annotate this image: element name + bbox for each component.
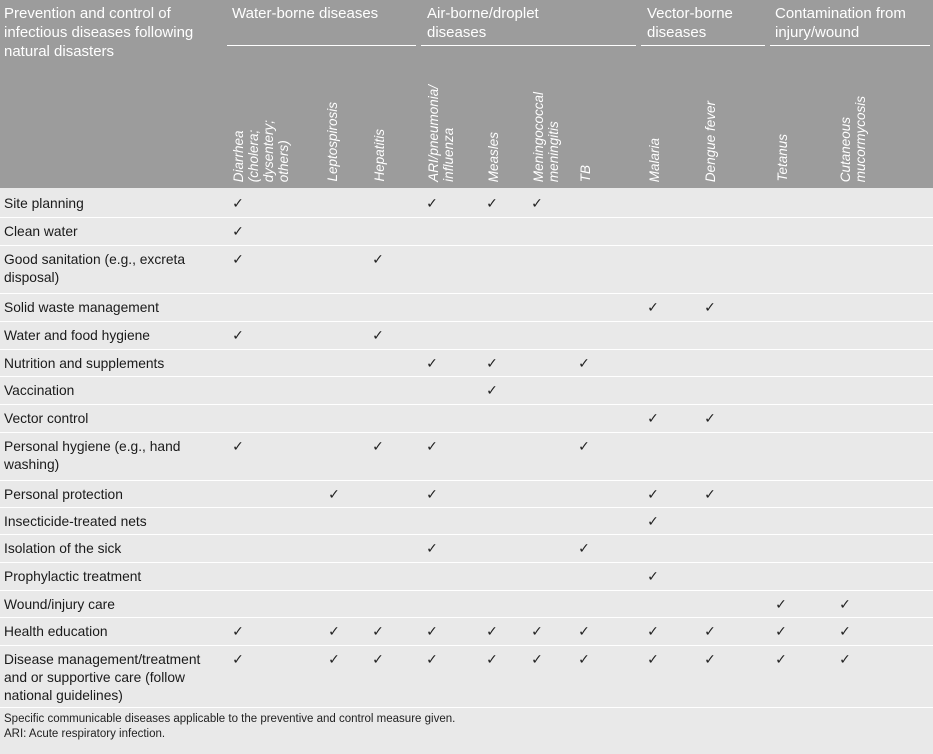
- check-mark-icon: ✓: [426, 540, 438, 556]
- check-mark-icon: ✓: [578, 438, 590, 454]
- row-label: Personal hygiene (e.g., hand washing): [4, 439, 181, 472]
- row-label: Site planning: [4, 196, 84, 211]
- check-mark-icon: ✓: [704, 623, 716, 639]
- row-label: Vaccination: [4, 383, 75, 398]
- check-mark-icon: ✓: [426, 623, 438, 639]
- group-underline-air: [421, 45, 636, 46]
- check-mark-icon: ✓: [426, 355, 438, 371]
- check-mark-icon: ✓: [704, 299, 716, 315]
- check-mark-icon: ✓: [232, 251, 244, 267]
- check-mark-icon: ✓: [372, 651, 384, 667]
- row-label: Prophylactic treatment: [4, 569, 142, 584]
- col-measles: Measles: [486, 131, 501, 182]
- col-dengue: Dengue fever: [703, 100, 718, 182]
- check-mark-icon: ✓: [704, 651, 716, 667]
- check-mark-icon: ✓: [426, 486, 438, 502]
- check-mark-icon: ✓: [775, 623, 787, 639]
- table-row: [0, 508, 933, 535]
- row-label: Vector control: [4, 411, 89, 426]
- table-row: [0, 563, 933, 591]
- row-label: Personal protection: [4, 487, 123, 502]
- row-label: Isolation of the sick: [4, 541, 122, 556]
- table-row: [0, 618, 933, 646]
- check-mark-icon: ✓: [232, 651, 244, 667]
- check-mark-icon: ✓: [647, 486, 659, 502]
- check-mark-icon: ✓: [647, 410, 659, 426]
- footnote-ari: ARI: Acute respiratory infection.: [4, 728, 166, 740]
- check-mark-icon: ✓: [647, 623, 659, 639]
- row-label: Nutrition and supplements: [4, 356, 165, 371]
- check-mark-icon: ✓: [531, 195, 543, 211]
- col-hepatitis: Hepatitis: [372, 129, 387, 182]
- check-mark-icon: ✓: [372, 623, 384, 639]
- group-underline-contamination: [770, 45, 930, 46]
- check-mark-icon: ✓: [328, 651, 340, 667]
- group-contamination: Contamination from injury/wound: [775, 5, 906, 41]
- row-label: Clean water: [4, 224, 78, 239]
- check-mark-icon: ✓: [486, 355, 498, 371]
- table-row: [0, 646, 933, 708]
- col-mucormycosis: Cutaneous mucormycosis: [838, 95, 868, 182]
- col-meningitis: Meningococcal meningitis: [531, 91, 561, 182]
- table-row: [0, 190, 933, 218]
- check-mark-icon: ✓: [775, 651, 787, 667]
- table-row: [0, 481, 933, 508]
- check-mark-icon: ✓: [486, 382, 498, 398]
- check-mark-icon: ✓: [486, 195, 498, 211]
- table-row: [0, 591, 933, 618]
- col-tb: TB: [578, 164, 593, 182]
- table-row: [0, 405, 933, 433]
- table-row: [0, 246, 933, 294]
- check-mark-icon: ✓: [647, 513, 659, 529]
- check-mark-icon: ✓: [372, 251, 384, 267]
- check-mark-icon: ✓: [775, 596, 787, 612]
- check-mark-icon: ✓: [486, 623, 498, 639]
- check-mark-icon: ✓: [328, 486, 340, 502]
- check-mark-icon: ✓: [426, 195, 438, 211]
- check-mark-icon: ✓: [426, 438, 438, 454]
- check-mark-icon: ✓: [647, 651, 659, 667]
- row-label: Health education: [4, 624, 108, 639]
- row-label: Disease management/treatment and or supportive care (follow national guidelines): [4, 652, 201, 703]
- table-title: Prevention and control of infectious diseases following natural disasters: [4, 5, 194, 60]
- group-air-borne: Air-borne/droplet diseases: [427, 5, 539, 41]
- check-mark-icon: ✓: [232, 195, 244, 211]
- check-mark-icon: ✓: [372, 327, 384, 343]
- table-row: [0, 535, 933, 563]
- footnote-specific: Specific communicable diseases applicable to the preventive and control measure given.: [4, 713, 456, 725]
- row-label: Insecticide-treated nets: [4, 514, 147, 529]
- group-water-borne: Water-borne diseases: [232, 5, 379, 22]
- row-label: Good sanitation (e.g., excreta disposal): [4, 252, 185, 285]
- group-underline-vector: [641, 45, 765, 46]
- check-mark-icon: ✓: [704, 410, 716, 426]
- table-row: [0, 294, 933, 322]
- group-underline-water: [227, 45, 416, 46]
- group-vector-borne: Vector-borne diseases: [647, 5, 733, 41]
- check-mark-icon: ✓: [578, 540, 590, 556]
- col-leptospirosis: Leptospirosis: [325, 102, 340, 182]
- table-footnotes: [4, 712, 455, 742]
- row-label: Water and food hygiene: [4, 328, 150, 343]
- check-mark-icon: ✓: [531, 623, 543, 639]
- table-row: [0, 218, 933, 246]
- check-mark-icon: ✓: [426, 651, 438, 667]
- col-tetanus: Tetanus: [775, 134, 790, 182]
- check-mark-icon: ✓: [839, 623, 851, 639]
- check-mark-icon: ✓: [232, 438, 244, 454]
- check-mark-icon: ✓: [839, 596, 851, 612]
- check-mark-icon: ✓: [232, 327, 244, 343]
- table-header: [0, 0, 933, 188]
- col-malaria: Malaria: [647, 137, 662, 182]
- table-row: [0, 322, 933, 350]
- check-mark-icon: ✓: [372, 438, 384, 454]
- check-mark-icon: ✓: [704, 486, 716, 502]
- check-mark-icon: ✓: [839, 651, 851, 667]
- check-mark-icon: ✓: [232, 223, 244, 239]
- col-diarrhea: Diarrhea (cholera; dysentery; others): [231, 119, 291, 182]
- row-label: Wound/injury care: [4, 597, 115, 612]
- check-mark-icon: ✓: [647, 568, 659, 584]
- col-ari: ARI/pneumonia/ influenza: [426, 85, 456, 182]
- check-mark-icon: ✓: [578, 651, 590, 667]
- check-mark-icon: ✓: [328, 623, 340, 639]
- check-mark-icon: ✓: [647, 299, 659, 315]
- check-mark-icon: ✓: [232, 623, 244, 639]
- check-mark-icon: ✓: [486, 651, 498, 667]
- table-row: [0, 350, 933, 377]
- table-row: [0, 377, 933, 405]
- check-mark-icon: ✓: [531, 651, 543, 667]
- table-row: [0, 433, 933, 481]
- row-label: Solid waste management: [4, 300, 159, 315]
- check-mark-icon: ✓: [578, 623, 590, 639]
- check-mark-icon: ✓: [578, 355, 590, 371]
